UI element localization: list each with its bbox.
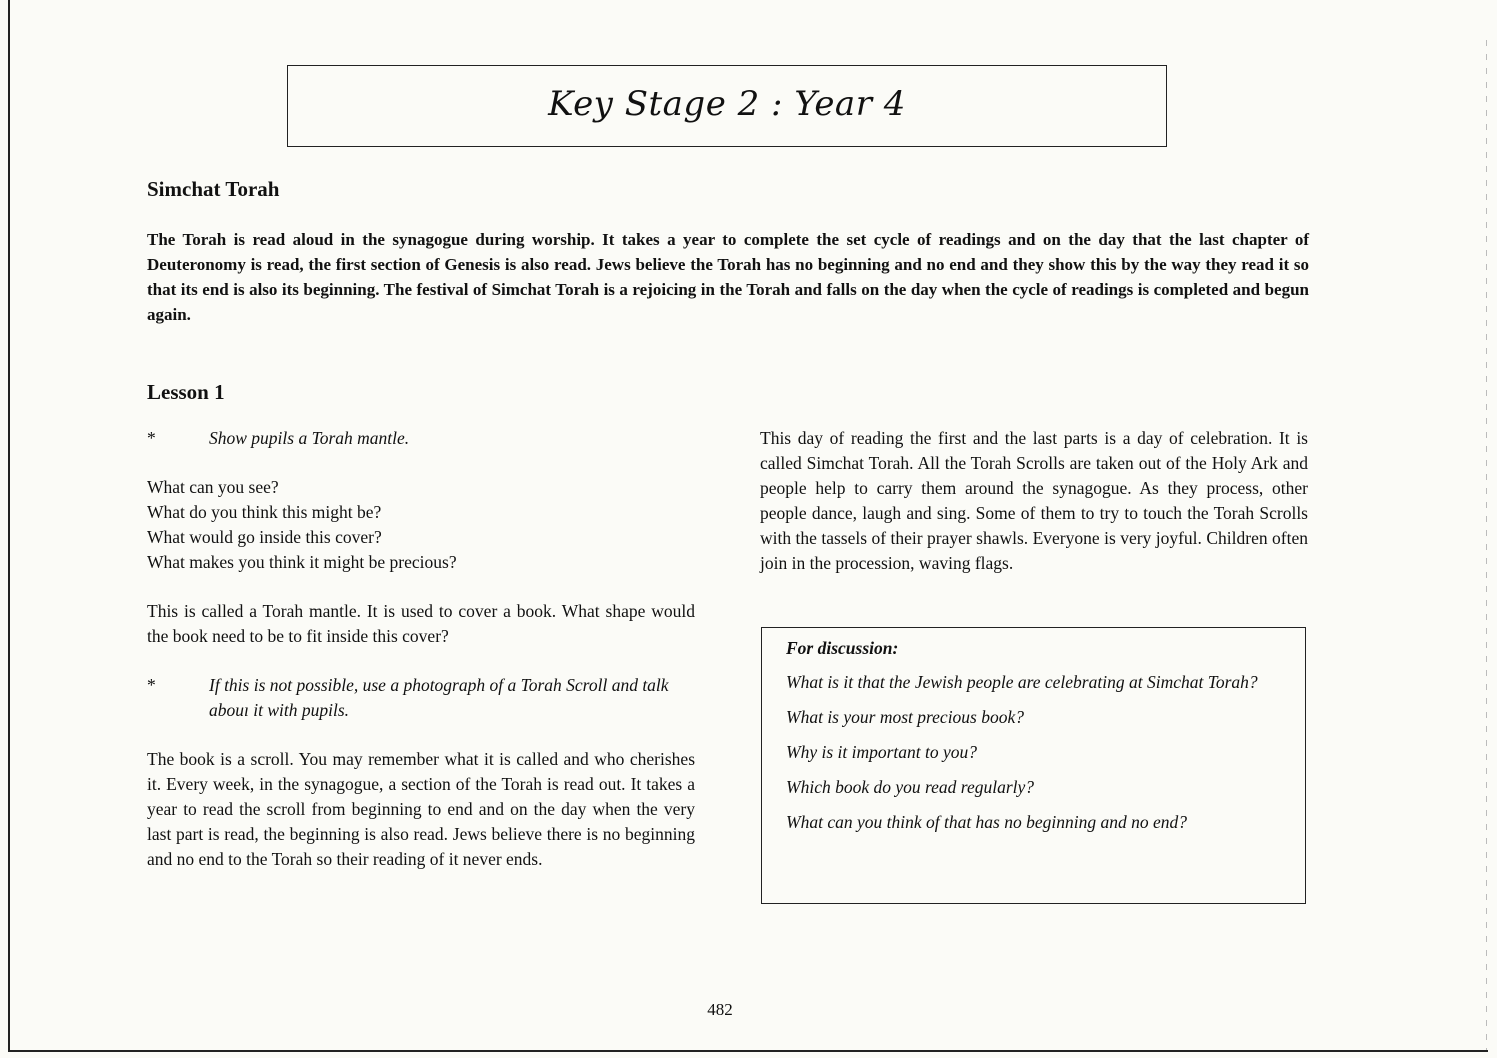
bullet-marker: *	[147, 428, 156, 448]
left-column	[147, 426, 695, 872]
instruction-bullet	[147, 673, 695, 723]
right-column	[760, 426, 1308, 576]
paragraph-mantle: This is called a Torah mantle. It is used to cover a book. What shape would the book need to be to fit inside this cover?	[147, 601, 695, 646]
question-line: What can you see?	[147, 477, 279, 497]
intro-paragraph: The Torah is read aloud in the synagogue during worship. It takes a year to complete the set cycle of readings and on the day that the last chapter of Deuteronomy is read, the first section of Genesis is also read. Jews believe the Torah has no beginning and no end and they show this by the way they read it so that its end is also its beginning. The festival of Simchat Torah is a rejoicing in the Torah and falls on the day when the cycle of readings is completed and begun again.	[147, 230, 1309, 324]
discussion-question: Why is it important to you?	[786, 742, 978, 762]
discussion-question: What is your most precious book?	[786, 707, 1025, 727]
discussion-question: What can you think of that has no beginning and no end?	[786, 812, 1187, 832]
instruction-text: If this is not possible, use a photograph of a Torah Scroll and talk abouı it with pupils.	[209, 675, 669, 720]
lesson-heading: Lesson 1	[147, 380, 225, 404]
page-border-left	[8, 0, 10, 1052]
section-heading: Simchat Torah	[147, 177, 280, 201]
discussion-question: What is it that the Jewish people are celebrating at Simchat Torah?	[786, 672, 1258, 692]
discussion-title: For discussion:	[786, 638, 899, 658]
page-number: 482	[707, 1000, 733, 1019]
instruction-bullet	[147, 426, 695, 451]
paragraph-scroll: The book is a scroll. You may remember what it is called and who cherishes it. Every week, in the synagogue, a section of the Torah is read out. It takes a year to read the scroll from beginning to end and on the day when the very last part is read, the beginning is also read. Jews believe there is no beginning and no end to the Torah so their reading of it never ends.	[147, 749, 695, 869]
question-line: What do you think this might be?	[147, 502, 382, 522]
page-title: Key Stage 2 : Year 4	[548, 84, 906, 124]
question-line: What would go inside this cover?	[147, 527, 382, 547]
discussion-box	[761, 627, 1306, 904]
title-box	[287, 65, 1167, 147]
page-border-right	[1486, 40, 1487, 1050]
paragraph-celebration: This day of reading the first and the last parts is a day of celebration. It is called Simchat Torah. All the Torah Scrolls are taken out of the Holy Ark and people help to carry them around the synagogue. As they process, other people dance, laugh and sing. Some of them to try to touch the Torah Scrolls with the tassels of their prayer shawls. Everyone is very joyful. Children often join in the procession, waving flags.	[760, 428, 1308, 573]
instruction-text: Show pupils a Torah mantle.	[209, 428, 410, 448]
page-border-bottom	[8, 1050, 1488, 1052]
bullet-marker: *	[147, 675, 156, 695]
discussion-question: Which book do you read regularly?	[786, 777, 1035, 797]
question-line: What makes you think it might be precious?	[147, 552, 457, 572]
